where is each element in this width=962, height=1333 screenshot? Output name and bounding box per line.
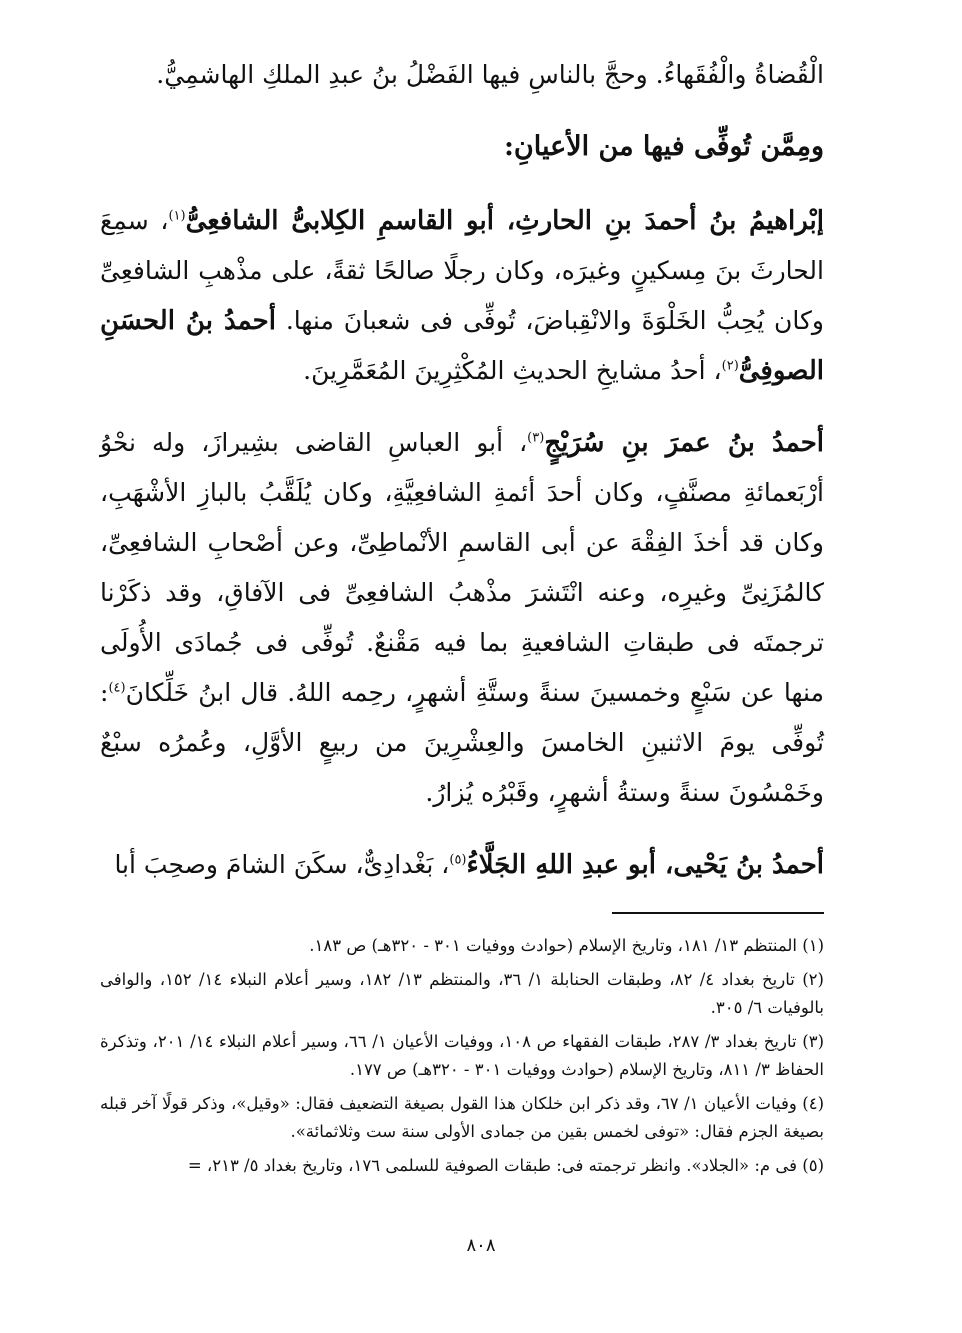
footnote-divider: [612, 912, 824, 914]
bio-text-ibn-surayj: ، أبو العباسِ القاضى بشِيرازَ، وله نحْوُ أرْبَعمائةِ مصنَّفٍ، وكان أحدَ أئمةِ الشافعِيَّةِ، وكان يُلَقَّبُ بالبازِ الأشْهَبِ، وكان قد أخذَ الفِقْهَ عن أبى القاسمِ الأنْماطِىِّ، وعن أصْحابِ الشافعِىِّ، كالمُزَنِىِّ وغيرِه، وعنه انْتَشرَ مذْهبُ الشافعِىِّ فى الآفاقِ، وقد ذكَرْنا ترجمتَه فى طبقاتِ الشافعيةِ بما فيه مَقْنعٌ. تُوفِّى فى جُمادَى الأُولَى منها عن سَبْعٍ وخمسينَ سنةً وستَّةِ أشهرٍ، رحِمه اللهُ. قال ابنُ خَلِّكانَ: [100, 428, 824, 707]
bio-text-ibn-khallikan: : تُوفِّى يومَ الاثنينِ الخامسَ والعِشْرِينَ من ربيعٍ الأوَّلِ، وعُمرُه سبْعٌ وخَمْسُونَ سنةً وستةُ أشهرٍ، وقَبْرُه يُزارُ.: [100, 678, 824, 807]
paragraph-jalla: [100, 840, 824, 890]
footnote-ref-2[interactable]: (٢): [721, 358, 739, 374]
person-name-jalla: أحمدُ بنُ يَحْيى، أبو عبدِ اللهِ الجَلَّاءُ: [466, 850, 824, 880]
page-number: ٨٠٨: [466, 1235, 496, 1256]
section-heading: ومِمَّن تُوفِّى فيها من الأعيانِ:: [503, 131, 824, 162]
footnote-ref-3[interactable]: (٣): [527, 430, 545, 446]
footnote-1: (١) المنتظم ١٣/ ١٨١، وتاريخ الإسلام (حوادث ووفيات ٣٠١ - ٣٢٠هـ) ص ١٨٣.: [309, 936, 824, 955]
footnote-ref-4[interactable]: (٤): [108, 680, 126, 696]
footnote-3: (٣) تاريخ بغداد ٣/ ٢٨٧، طبقات الفقهاء ص ١٠٨، ووفيات الأعيان ١/ ٦٦، وسير أعلام النبلاء ١٤/ ٢٠١، وتذكرة الحفاظ ٣/ ٨١١، وتاريخ الإسلام (حوادث ووفيات ٣٠١ - ٣٢٠هـ) ص ١٧٧.: [100, 1031, 825, 1079]
person-name-sufi: أحمدُ بنُ الحسَنِ الصوفِىُّ: [100, 306, 824, 386]
paragraph-ibn-surayj: [100, 418, 824, 818]
intro-text: الْقُضاةُ والْفُقَهاءُ. وحجَّ بالناسِ فيها الفَضْلُ بنُ عبدِ الملكِ الهاشمِيُّ.: [156, 60, 824, 89]
footnote-2: (٢) تاريخ بغداد ٤/ ٨٢، وطبقات الحنابلة ١/ ٣٦، والمنتظم ١٣/ ١٨٢، وسير أعلام النبلاء ١٤/ ١٥٢، والوافى بالوفيات ٦/ ٣٠٥.: [100, 969, 824, 1017]
bio-text-jalla: ، بَغْدادِىٌّ، سكَنَ الشامَ وصحِبَ أبا: [114, 850, 450, 879]
person-name-ibrahim: إبْراهيمُ بنُ أحمدَ بنِ الحارثِ، أبو القاسمِ الكِلابىُّ الشافعِىُّ: [185, 206, 824, 236]
paragraph-ibrahim: [100, 196, 824, 396]
footnote-ref-5[interactable]: (٥): [449, 852, 467, 868]
bio-text-sufi: ، أحدُ مشايخِ الحديثِ المُكْثِرِينَ المُعَمَّرِينَ.: [303, 356, 722, 385]
footnote-ref-1[interactable]: (١): [168, 208, 186, 224]
footnote-5: (٥) فى م: «الجلاد». وانظر ترجمته فى: طبقات الصوفية للسلمى ١٧٦، وتاريخ بغداد ٥/ ٢١٣، =: [187, 1155, 824, 1175]
footnote-4: (٤) وفيات الأعيان ١/ ٦٧، وقد ذكر ابن خلكان هذا القول بصيغة التضعيف فقال: «وقيل»، وذكر قولًا آخر قبله بصيغة الجزم فقال: «توفى لخمس بقين من جمادى الأولى سنة ست وثلاثمائة».: [100, 1093, 824, 1141]
paragraph-intro: [100, 50, 824, 100]
person-name-ibn-surayj: أحمدُ بنُ عمرَ بنِ سُرَيْجٍ: [544, 428, 824, 458]
footnotes: [100, 932, 824, 1180]
bio-text-ibrahim: ، سمِعَ الحارثَ بنَ مِسكينٍ وغيرَه، وكان رجلًا صالحًا ثقةً، على مذْهبِ الشافعِىِّ وكان يُحِبُّ الخَلْوَةَ والانْقِباضَ، تُوفِّى فى شعبانَ منها.: [100, 206, 824, 335]
main-text: [100, 50, 824, 890]
